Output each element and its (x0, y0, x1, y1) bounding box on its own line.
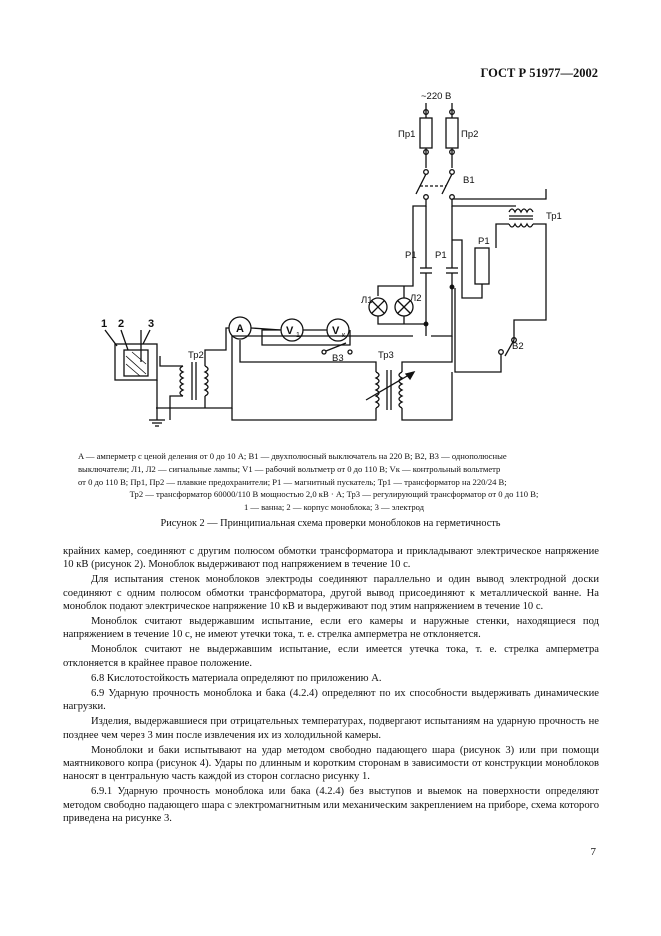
label-voltmeter2-sub: к (342, 332, 346, 339)
paragraph: Моноблок считают выдержавшим испытание, если его камеры и наружные стенки, находящиеся под напряжением в течение 10 с, не имеют утечки тока, т. е. стрелка амперметра не отклоняется. (63, 616, 599, 641)
label-tr1: Тр1 (546, 211, 562, 222)
label-switch-b3: В3 (332, 353, 344, 364)
label-item2: 2 (118, 318, 125, 330)
relay-coil-r1 (475, 248, 489, 284)
section-6-9: 6.9 Ударную прочность моноблока и бака (4.2.4) определяют по их способности выдерживать динамические нагрузки. (63, 688, 599, 713)
paragraph: Моноблок считают не выдержавшим испытание, если имеется утечка тока, т. е. стрелка амперметра отклоняется в крайнее правое положение. (63, 644, 599, 669)
legend-line: от 0 до 110 В; Пр1, Пр2 — плавкие предохранители; Р1 — магнитный пускатель; Тр1 — трансформатор на 220/24 В; (78, 476, 507, 487)
circuit-schematic (0, 0, 661, 445)
legend-line: выключатели; Л1, Л2 — сигнальные лампы; V1 — рабочий вольтметр от 0 до 110 В; Vк — контрольный вольтметр (78, 463, 501, 474)
label-voltmeter1-sub: 1 (296, 332, 300, 339)
label-contact-right: Р1 (435, 250, 447, 261)
paragraph: Моноблоки и баки испытывают на удар методом свободно падающего шара (рисунок 3) или при помощи маятникового копра (рисунок 4). Удары по длинным и коротким сторонам в зависимости от конструкции моноблоков наносят в центральную часть каждой из сторон согласно рисунку 1. (63, 744, 599, 783)
label-contact-left: Р1 (405, 250, 417, 261)
label-item3: 3 (148, 318, 155, 330)
label-lamp1: Л1 (361, 295, 373, 306)
fuse-pr2 (446, 118, 458, 148)
label-tr3: Тр3 (378, 350, 394, 361)
label-lamp2: Л2 (410, 293, 422, 304)
label-tr2: Тр2 (188, 350, 204, 361)
section-6-8: 6.8 Кислотостойкость материала определяют по приложению А. (91, 672, 382, 684)
paragraph: крайних камер, соединяют с другим полюсом обмотки трансформатора и прикладывают электрическое напряжение 10 кВ (рисунок 2). Моноблок выдерживают под напряжением в течение 10 с. (63, 546, 599, 571)
label-relay: Р1 (478, 236, 490, 247)
document-standard-number: ГОСТ Р 51977—2002 (480, 66, 598, 80)
section-6-9-1: 6.9.1 Ударную прочность моноблока или бака (4.2.4) без выступов и выемок на поверхности определяют методом свободно падающего шара с электромагнитным или механическим закреплением на приборе, схема которого приведена на рисунке 3. (63, 786, 599, 824)
label-item1: 1 (101, 318, 108, 330)
figure-caption: Рисунок 2 — Принципиальная схема проверки моноблоков на герметичность (160, 518, 501, 529)
page-number: 7 (590, 846, 596, 858)
label-switch-b1: В1 (463, 175, 475, 186)
label-voltage: ~220 В (421, 91, 452, 102)
label-voltmeter1: V (286, 325, 294, 337)
figure-legend (78, 450, 590, 514)
label-fuse2: Пр2 (461, 129, 479, 140)
legend-line: 1 — ванна; 2 — корпус моноблока; 3 — электрод (243, 502, 425, 513)
legend-line: Тр2 — трансформатор 60000/110 В мощностью 2,0 кВ · А; Тр3 — регулирующий трансформатор от 0 до 110 В; (129, 489, 539, 500)
label-switch-b2: В2 (512, 341, 524, 352)
fuse-pr1 (420, 118, 432, 148)
label-ammeter: A (236, 323, 244, 335)
label-voltmeter2: V (332, 325, 340, 337)
paragraph: Изделия, выдержавшиеся при отрицательных температурах, подвергают испытаниям на ударную прочность не позднее чем через 3 мин после извлечения их из холодильной камеры. (63, 716, 599, 741)
legend-line: A — амперметр с ценой деления от 0 до 10 А; В1 — двухполюсный выключатель на 220 В; В2, В3 — однополюсные (78, 451, 507, 461)
body-text (63, 545, 599, 825)
paragraph: Для испытания стенок моноблоков электроды соединяют параллельно и один вывод электродной доски соединяют с одним полюсом обмотки трансформатора, другой вывод присоединяют к металлической ванне. На моноблок подают электрическое напряжение 10 кВ и выдерживают под этим напряжением в течение 10 с. (63, 574, 599, 612)
label-fuse1: Пр1 (398, 129, 416, 140)
